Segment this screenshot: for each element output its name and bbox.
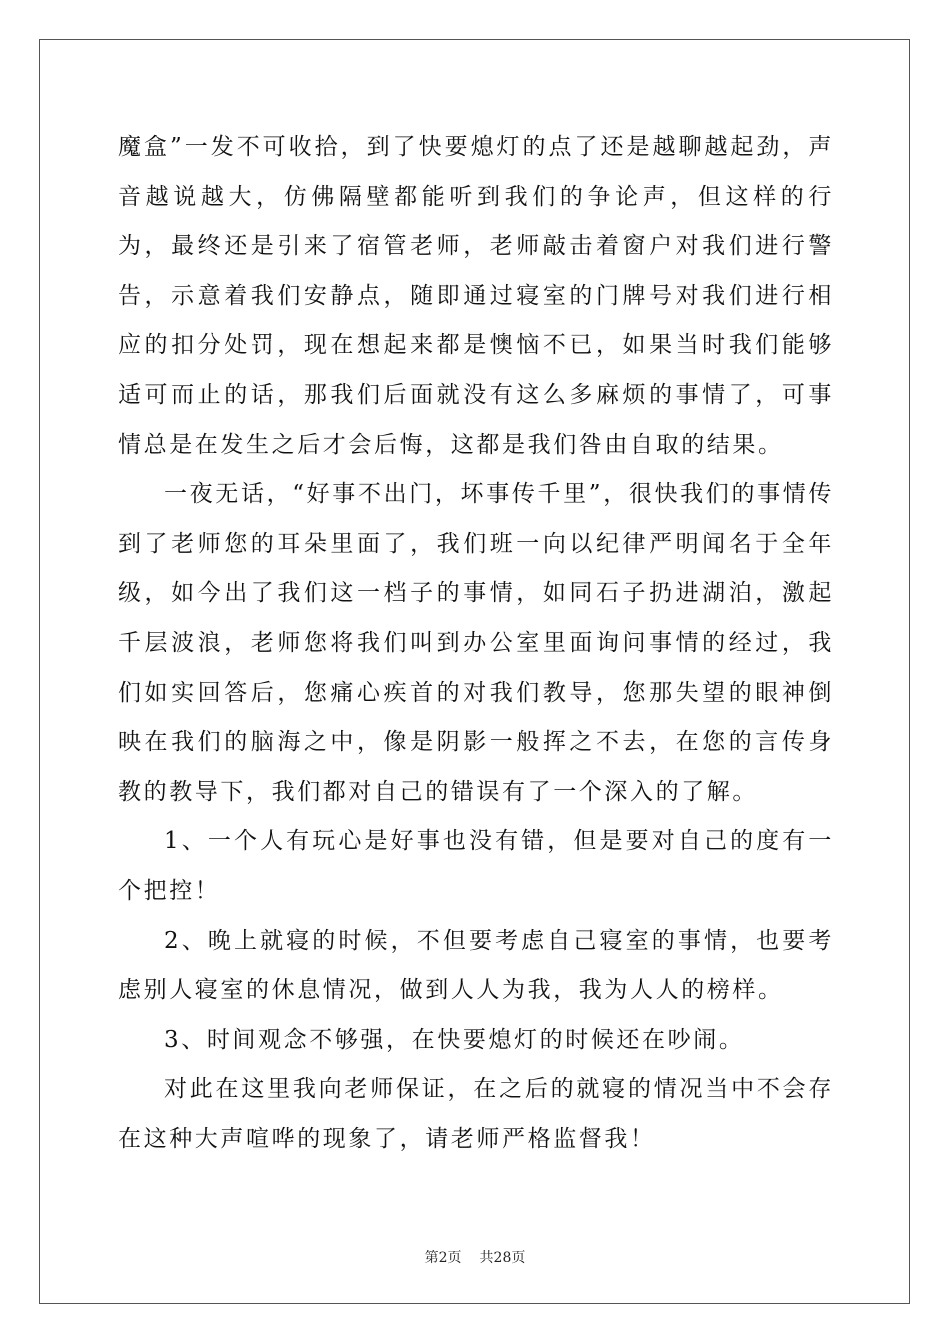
list-item-1: 1、一个人有玩心是好事也没有错，但是要对自己的度有一个把控！ bbox=[118, 828, 834, 904]
paragraph-promise: 对此在这里我向老师保证，在之后的就寝的情况当中不会存在这种大声喧哗的现象了，请老师严格监督我！ bbox=[118, 1076, 834, 1152]
list-item-3: 3、时间观念不够强，在快要熄灯的时候还在吵闹。 bbox=[164, 1026, 745, 1053]
paragraph-continuation: 魔盒”一发不可收拾，到了快要熄灯的点了还是越聊越起劲，声音越说越大，仿佛隔壁都能听到我们的争论声，但这样的行为，最终还是引来了宿管老师，老师敲击着窗户对我们进行警告，示意着我们安静点，随即通过寝室的门牌号对我们进行相应的扣分处罚，现在想起来都是懊恼不已，如果当时我们能够适可而止的话，那我们后面就没有这么多麻烦的事情了，可事情总是在发生之后才会后悔，这都是我们咎由自取的结果。 bbox=[118, 134, 834, 458]
list-item-2: 2、晚上就寝的时候，不但要考虑自己寝室的事情，也要考虑别人寝室的休息情况，做到人人为我，我为人人的榜样。 bbox=[118, 927, 834, 1004]
document-body bbox=[118, 123, 834, 1164]
paragraph-night: 一夜无话，“好事不出门，坏事传千里”，很快我们的事情传到了老师您的耳朵里面了，我们班一向以纪律严明闻名于全年级，如今出了我们这一档子的事情，如同石子扔进湖泊，激起千层波浪，老师您将我们叫到办公室里面询问事情的经过，我们如实回答后，您痛心疾首的对我们教导，您那失望的眼神倒映在我们的脑海之中，像是阴影一般挥之不去，在您的言传身教的教导下，我们都对自己的错误有了一个深入的了解。 bbox=[118, 481, 834, 805]
page-total: 共28页 bbox=[479, 1250, 526, 1266]
page-footer bbox=[0, 1247, 950, 1267]
page-number: 第2页 bbox=[424, 1250, 462, 1266]
